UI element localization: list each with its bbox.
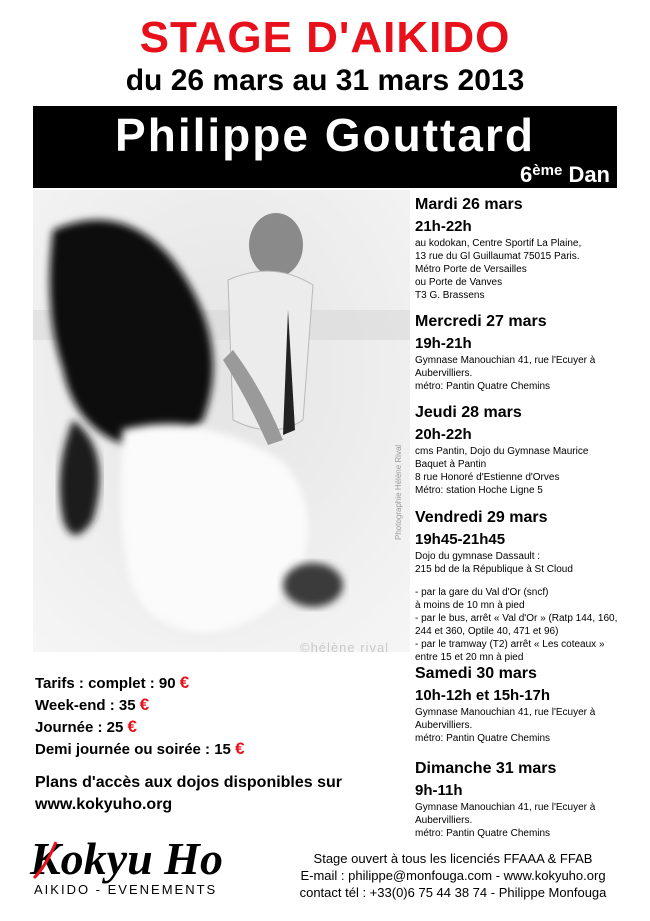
pricing-list [35,672,365,760]
day-address [415,445,640,497]
footer-email[interactable]: E-mail : philippe@monfouga.com - www.kokyuho.org [300,868,606,883]
day-title: Vendredi 29 mars [415,509,548,526]
address-line: Gymnase Manouchian 41, rue l'Ecuyer à [415,802,596,813]
address-line: ou Porte de Vanves [415,277,503,288]
stage-dates: du 26 mars au 31 mars 2013 [125,64,525,97]
euro-symbol: € [127,717,138,736]
address-line: Gymnase Manouchian 41, rue l'Ecuyer à [415,355,596,366]
address-line: Gymnase Manouchian 41, rue l'Ecuyer à [415,707,596,718]
address-line: Baquet à Pantin [415,459,487,470]
day-address [415,706,640,745]
day-address [415,801,640,840]
pricing-row [35,694,365,716]
plans-text: Plans d'accès aux dojos disponibles sur [35,774,343,791]
address-line: 215 bd de la République à St Cloud [415,564,573,575]
teacher-name: Philippe Gouttard [115,109,535,161]
address-line: métro: Pantin Quatre Chemins [415,381,551,392]
footer-contact [258,850,648,901]
schedule-day-5 [415,664,640,745]
schedule-day-6 [415,759,640,840]
address-spacer [415,576,640,586]
day-time: 20h-22h [415,426,472,443]
address-line: - par le bus, arrêt « Val d'Or » (Ratp 144, 160, [415,613,618,624]
address-line: 8 rue Honoré d'Estienne d'Orves [415,472,560,483]
address-line: Métro Porte de Versailles [415,264,527,275]
address-line: Aubervilliers. [415,815,473,826]
day-time: 19h45-21h45 [415,531,506,548]
address-line: 244 et 360, Optile 40, 471 et 96) [415,626,559,637]
teacher-rank [520,158,610,188]
day-time: 19h-21h [415,335,472,352]
pricing-row [35,738,365,760]
logo-subtitle: AIKIDO - EVENEMENTS [34,882,218,897]
day-title: Mercredi 27 mars [415,313,547,330]
day-title: Samedi 30 mars [415,665,537,682]
address-line: Dojo du gymnase Dassault : [415,551,541,562]
address-line: métro: Pantin Quatre Chemins [415,828,551,839]
pricing-row [35,672,365,694]
pricing-row [35,716,365,738]
aikido-throw-illustration [33,190,410,652]
euro-symbol: € [139,695,150,714]
pricing-label: Tarifs : complet : 90 [35,675,180,692]
address-line: Aubervilliers. [415,368,473,379]
day-time: 10h-12h et 15h-17h [415,687,551,704]
euro-symbol: € [179,673,190,692]
aikido-photo [33,190,410,652]
footer-phone: contact tél : +33(0)6 75 44 38 74 - Philippe Monfouga [299,885,607,900]
day-title: Mardi 26 mars [415,196,523,213]
footer-eligibility: Stage ouvert à tous les licenciés FFAAA & FFAB [313,851,593,866]
photo-credit-vertical: Photographie Hélène Rival [394,444,403,540]
plans-website-link[interactable]: www.kokyuho.org [35,796,173,813]
pricing-label: Journée : 25 [35,719,128,736]
day-time: 21h-22h [415,218,472,235]
day-address [415,550,640,664]
pricing-label: Week-end : 35 [35,697,140,714]
euro-symbol: € [235,739,245,758]
address-line: au kodokan, Centre Sportif La Plaine, [415,238,582,249]
photo-credit-watermark: ©hélène rival [300,640,390,655]
schedule-day-2 [415,312,640,393]
rank-number: 6 [520,162,533,187]
schedule-day-3 [415,403,640,497]
logo-text: Kokyu Ho [30,833,223,884]
schedule-day-4 [415,508,640,664]
access-plans-note [35,772,395,816]
address-line: 13 rue du Gl Guillaumat 75015 Paris. [415,251,580,262]
day-address [415,237,640,302]
address-line: Aubervilliers. [415,720,473,731]
rank-suffix: ème [532,162,563,179]
schedule-day-1 [415,195,640,302]
day-address [415,354,640,393]
address-line: - par le tramway (T2) arrêt « Les coteaux » [415,639,605,650]
address-line: à moins de 10 mn à pied [415,600,525,611]
rank-word: Dan [568,162,610,187]
address-line: Métro: station Hoche Ligne 5 [415,485,543,496]
day-title: Jeudi 28 mars [415,404,522,421]
address-line: cms Pantin, Dojo du Gymnase Maurice [415,446,589,457]
poster-title: STAGE D'AIKIDO [139,13,511,62]
address-line: T3 G. Brassens [415,290,485,301]
address-line: entre 15 et 20 mn à pied [415,652,524,663]
address-line: métro: Pantin Quatre Chemins [415,733,551,744]
pricing-label: Demi journée ou soirée : 15 [35,741,236,758]
day-time: 9h-11h [415,782,463,799]
day-title: Dimanche 31 mars [415,760,557,777]
address-line: - par la gare du Val d'Or (sncf) [415,587,549,598]
